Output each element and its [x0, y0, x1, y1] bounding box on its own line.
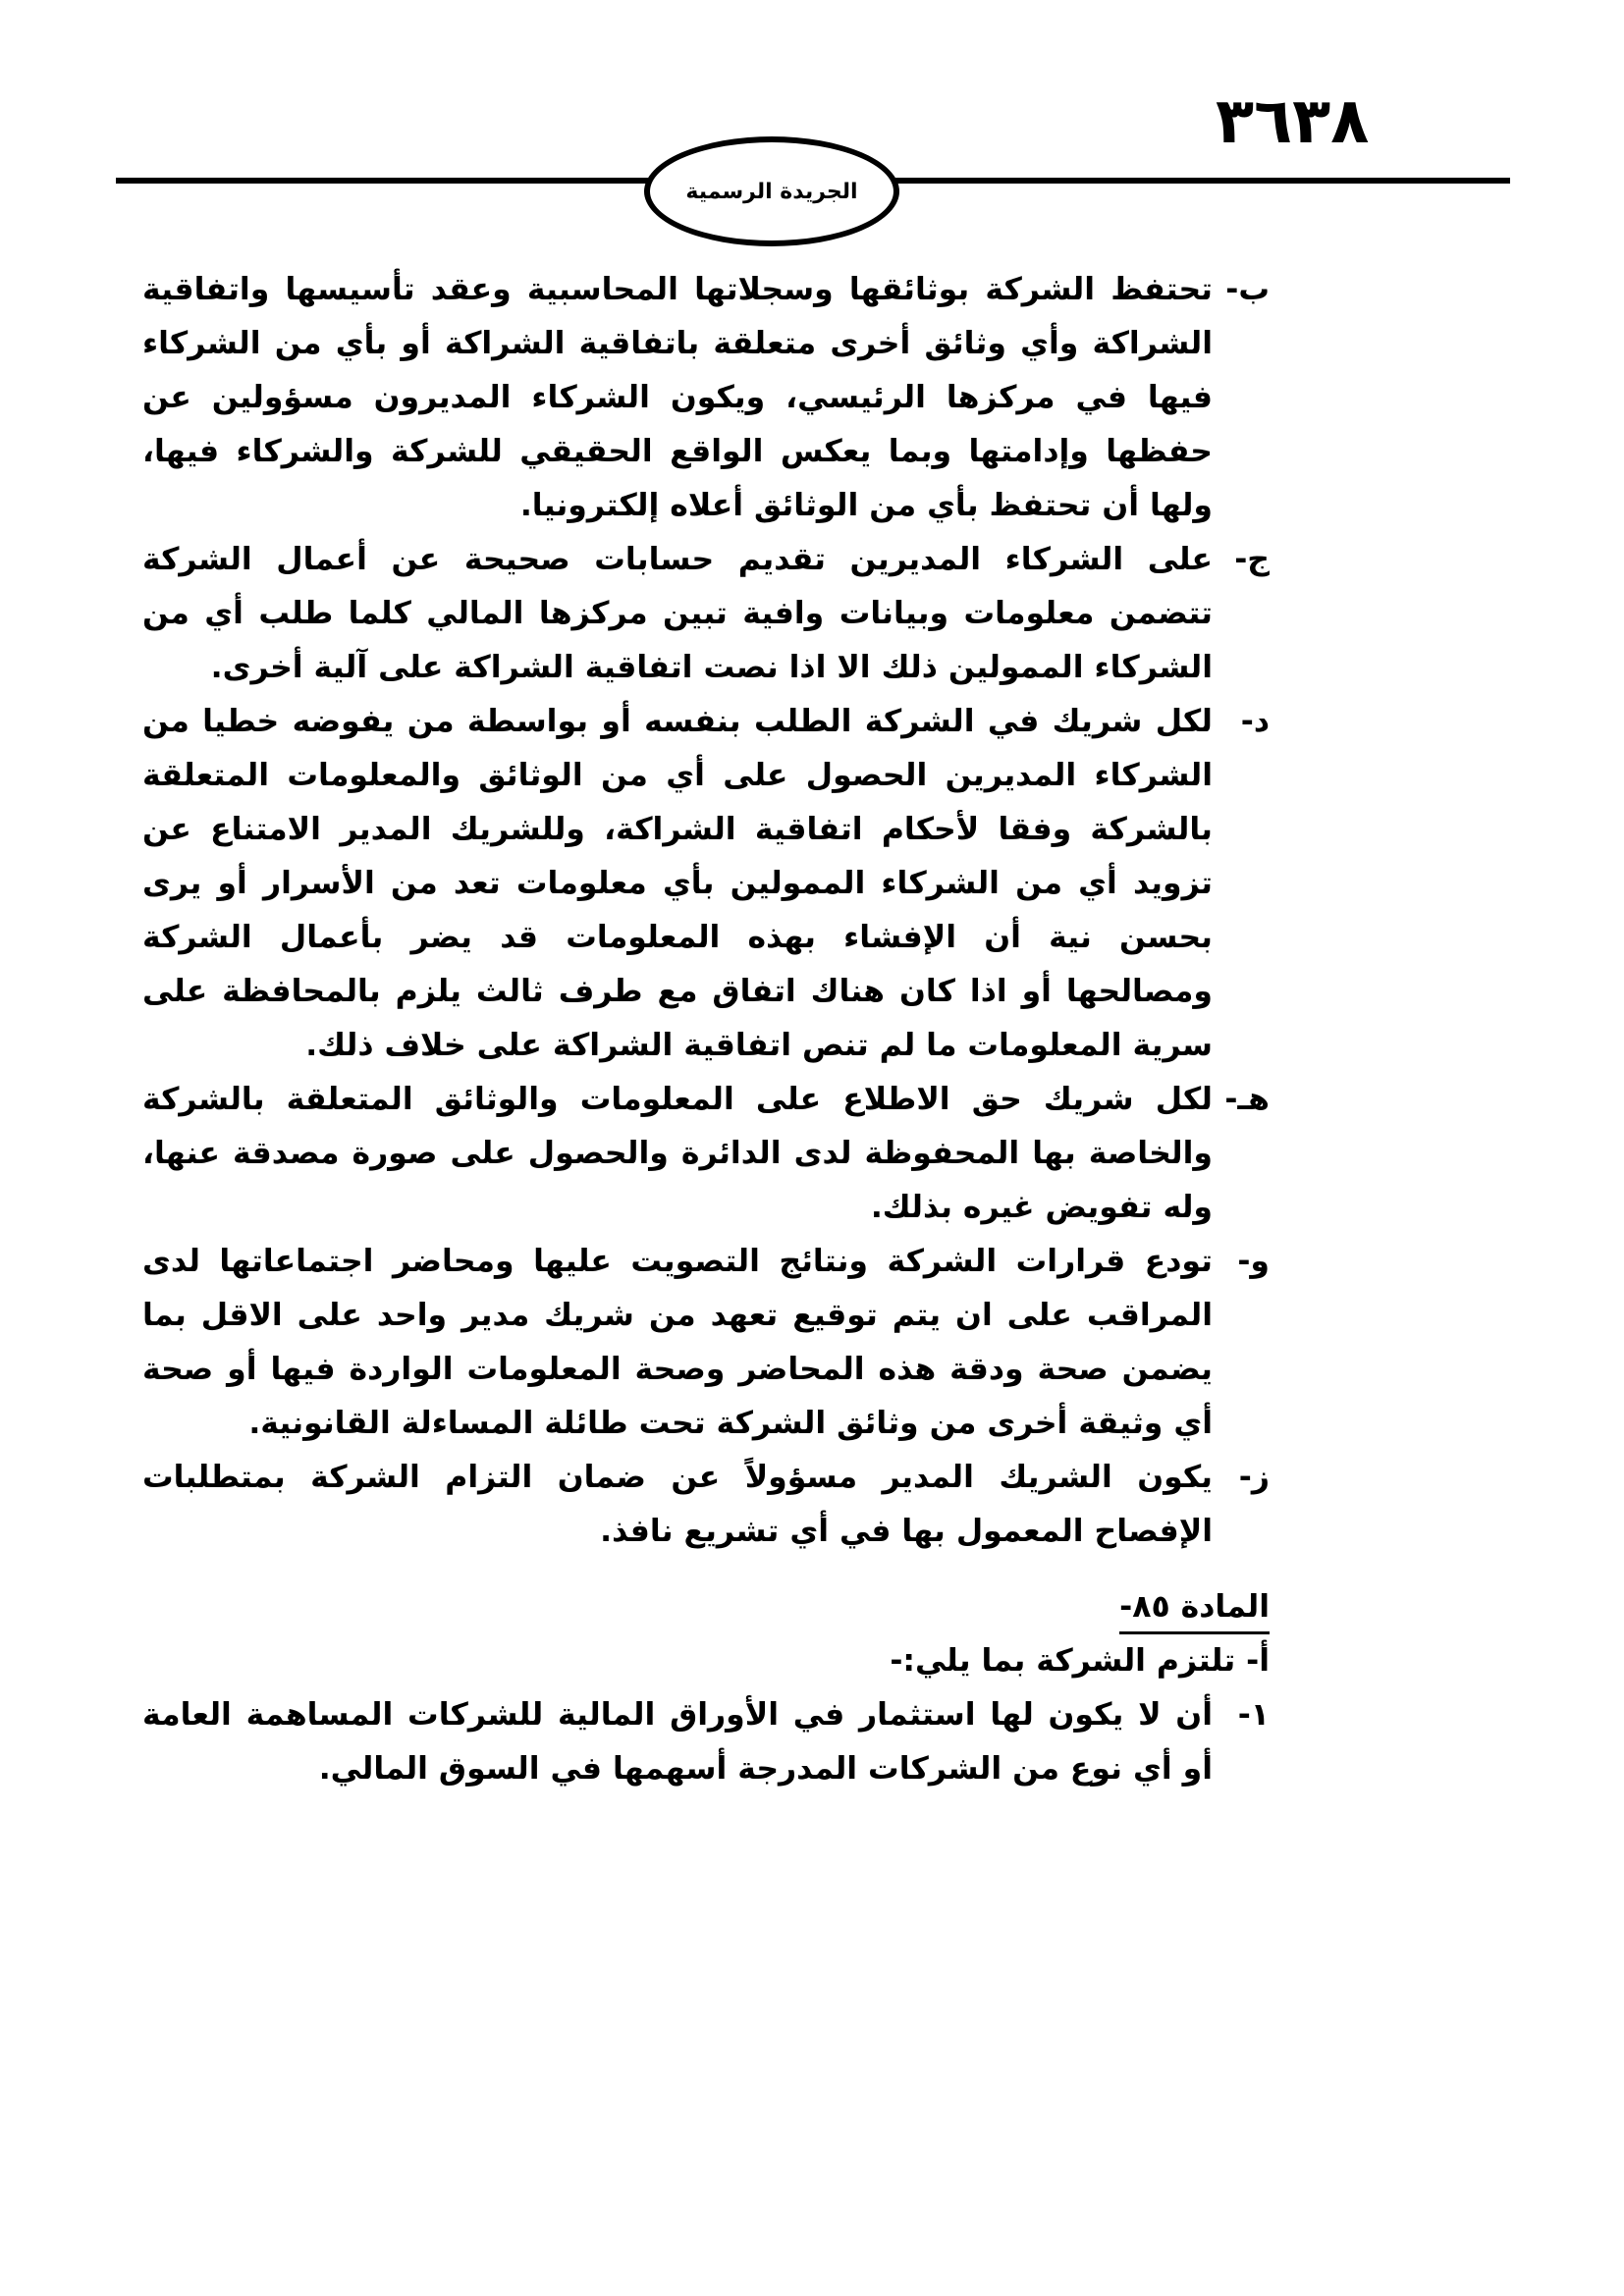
document-body — [142, 263, 1270, 1796]
clause-text: تحتفظ الشركة بوثائقها وسجلاتها المحاسبية وعقد تأسيسها واتفاقية الشراكة وأي وثائق أخرى متعلقة باتفاقية الشراكة أو بأي من الشركاء فيها في مركزها الرئيسي، ويكون الشركاء المديرون مسؤولين عن حفظها وإدامتها وبما يعكس الواقع الحقيقي للشركة والشركاء فيها، ولها أن تحتفظ بأي من الوثائق أعلاه إلكترونيا. — [142, 272, 1213, 523]
clause-dal — [142, 695, 1270, 1073]
clause-text: يكون الشريك المدير مسؤولاً عن ضمان التزام الشركة بمتطلبات الإفصاح المعمول بها في أي تشريع نافذ. — [142, 1460, 1213, 1549]
point-text: أن لا يكون لها استثمار في الأوراق المالية للشركات المساهمة العامة أو أي نوع من الشركات المدرجة أسهمها في السوق المالي. — [142, 1697, 1213, 1787]
clause-marker: و- — [1237, 1244, 1270, 1279]
clause-text: تودع قرارات الشركة ونتائج التصويت عليها ومحاضر اجتماعاتها لدى المراقب على ان يتم توقيع تعهد من شريك مدير واحد على الاقل بما يضمن صحة ودقة هذه المحاضر وصحة المعلومات الواردة فيها أو صحة أي وثيقة أخرى من وثائق الشركة تحت طائلة المساءلة القانونية. — [142, 1244, 1213, 1441]
clause-text: لكل شريك حق الاطلاع على المعلومات والوثائق المتعلقة بالشركة والخاصة بها المحفوظة لدى الدائرة والحصول على صورة مصدقة عنها، وله تفويض غيره بذلك. — [142, 1082, 1213, 1225]
clause-text: لكل شريك في الشركة الطلب بنفسه أو بواسطة من يفوضه خطيا من الشركاء المديرين الحصول على أي من الوثائق والمعلومات المتعلقة بالشركة وفقا لأحكام اتفاقية الشراكة، وللشريك المدير الامتناع عن تزويد أي من الشركاء الممولين بأي معلومات تعد من الأسرار أو يرى بحسن نية أن الإفشاء بهذه المعلومات قد يضر بأعمال الشركة ومصالحها أو اذا كان هناك اتفاق مع طرف ثالث يلزم بالمحافظة على سرية المعلومات ما لم تنص اتفاقية الشراكة على خلاف ذلك. — [142, 704, 1213, 1063]
clause-zay — [142, 1451, 1270, 1559]
clause-marker: ز- — [1238, 1460, 1270, 1495]
clause-jim — [142, 533, 1270, 695]
clause-marker: هـ- — [1224, 1082, 1270, 1117]
article-title: المادة ٨٥- — [1119, 1582, 1270, 1634]
clause-text: على الشركاء المديرين تقديم حسابات صحيحة عن أعمال الشركة تتضمن معلومات وبيانات وافية تبين مركزها المالي كلما طلب أي من الشركاء الممولين ذلك الا اذا نصت اتفاقية الشراكة على آلية أخرى. — [142, 542, 1213, 685]
clause-ha — [142, 1073, 1270, 1235]
clause-marker: د- — [1240, 704, 1270, 739]
page-number: ٣٦٣٨ — [1216, 85, 1370, 158]
clause-ba — [142, 263, 1270, 533]
clause-marker: ج- — [1234, 542, 1270, 577]
publication-title: الجريدة الرسمية — [685, 179, 858, 204]
clause-waw — [142, 1235, 1270, 1451]
point-marker: ١- — [1237, 1697, 1270, 1733]
article-subhead: أ- تلتزم الشركة بما يلي:- — [890, 1643, 1270, 1679]
clause-marker: ب- — [1225, 272, 1270, 307]
article-point-1 — [142, 1688, 1270, 1796]
publication-oval — [644, 136, 899, 246]
